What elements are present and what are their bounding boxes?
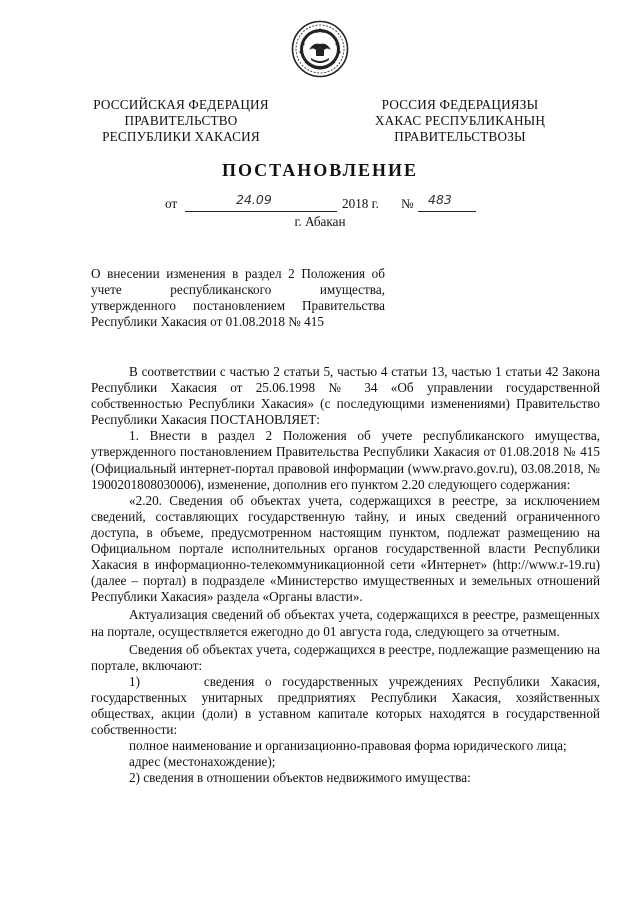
- subject-line: учете республиканского имущества,: [91, 282, 385, 298]
- subject-block: [91, 266, 385, 330]
- date-from-label: от: [165, 196, 178, 211]
- header-left-line: РЕСПУБЛИКИ ХАКАСИЯ: [102, 129, 260, 144]
- header-right-line: РОССИЯ ФЕДЕРАЦИЯЗЫ: [381, 97, 539, 112]
- subject-line: О внесении изменения в раздел 2 Положения об: [91, 266, 385, 281]
- paragraph-preamble: В соответствии с частью 2 статьи 5, частью 4 статьи 13, частью 1 статьи 42 Закона Республики Хакасия от 25.06.1998 № 34 «Об управлении государственной собственностью Республики Хакасия» (с последующими изменениями) Правительство Республики Хакасия ПОСТАНОВЛЯЕТ:: [91, 364, 600, 428]
- paragraph-2-20: «2.20. Сведения об объектах учета, содержащихся в реестре, за исключением сведений, составляющих государственную тайну, и иных сведений ограниченного доступа, в объеме, предусмотренном настоящим пунктом, подлежат размещению на Официальном портале исполнительных органов государственной власти Республики Хакасия в информационно-телекоммуникационной сети «Интернет» (http://www.r-19.ru) (далее – портал) в подразделе «Министерство имущественных и земельных отношений Республики Хакасия» раздела «Органы власти».: [91, 492, 600, 605]
- list-subitem-name: полное наименование и организационно-правовая форма юридического лица;: [129, 738, 567, 754]
- document-body: [91, 364, 604, 786]
- paragraph-item-1: 1. Внести в раздел 2 Положения об учете республиканского имущества, утвержденного постановлением Правительства Республики Хакасия от 01.08.2018 № 415 (Официальный интернет-портал правовой информации (www.pravo.gov.ru), 03.08.2018, № 1900201808030006), изменение, дополнив его пунктом 2.20 следующего содержания:: [91, 428, 600, 492]
- header-right-line: ПРАВИТЕЛЬСТВОЗЫ: [394, 129, 526, 144]
- handwritten-date: 24.09: [236, 192, 272, 207]
- paragraph-actualization: Актуализация сведений об объектах учета, содержащихся в реестре, размещенных на портале, осуществляется ежегодно до 01 августа года, следующего за отчетным.: [91, 607, 600, 639]
- coat-of-arms-icon: [291, 20, 349, 78]
- list-item-2: 2) сведения в отношении объектов недвижимого имущества:: [129, 770, 471, 786]
- subject-line: утвержденного постановлением Правительства: [91, 298, 385, 314]
- header-right-line: ХАКАС РЕСПУБЛИКАНЫҢ: [374, 113, 546, 128]
- handwritten-number: 483: [428, 192, 452, 207]
- header-left-line: РОССИЙСКАЯ ФЕДЕРАЦИЯ: [93, 97, 269, 112]
- paragraph-info-list: Сведения об объектах учета, содержащихся в реестре, подлежащие размещению на портале, включают:: [91, 641, 600, 673]
- date-year: 2018 г.: [342, 196, 379, 211]
- list-subitem-address: адрес (местонахождение);: [129, 754, 276, 770]
- header-right: [360, 97, 560, 145]
- city: г. Абакан: [294, 214, 346, 229]
- number-label: №: [401, 196, 414, 211]
- header-left: [78, 97, 284, 145]
- document-title: ПОСТАНОВЛЕНИЕ: [221, 160, 419, 180]
- subject-line: Республики Хакасия от 01.08.2018 № 415: [91, 314, 324, 330]
- list-item-1: 1) сведения о государственных учреждениях Республики Хакасия, государственных унитарных предприятиях Республики Хакасия, хозяйственных обществах, акции (доли) в уставном капитале которых находятся в государственной собственности:: [91, 673, 604, 738]
- header-left-line: ПРАВИТЕЛЬСТВО: [124, 113, 238, 128]
